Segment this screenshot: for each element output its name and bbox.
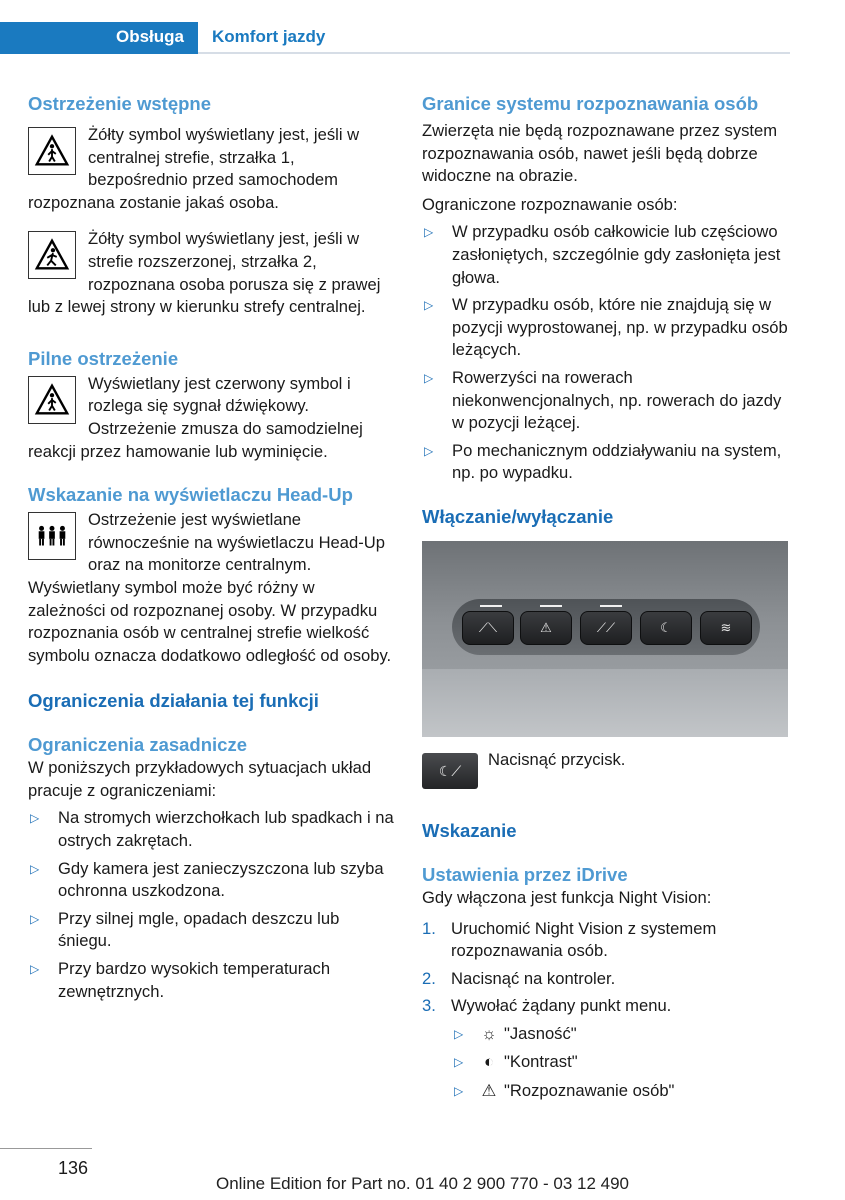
instruction-text: Nacisnąć przycisk. [488, 749, 626, 769]
idrive-steps-list [422, 918, 792, 1018]
heading-head-up: Wskazanie na wyświetlaczu Head-Up [28, 484, 353, 506]
bullet-triangle-icon: ▷ [454, 1026, 464, 1041]
pedestrian-warning-icon: ⚠ [481, 1081, 497, 1101]
heading-ustawienia-idrive: Ustawienia przez iDrive [422, 863, 628, 885]
lane-change-button-icon: ⟋⟋ [580, 611, 632, 645]
list-item: ▷ Na stromych wierzchołkach lub spadkach i na ostrych zakrętach. [30, 808, 394, 851]
list-item: 2. Nacisnąć na kontroler. [422, 968, 792, 991]
list-item: 3. Wywołać żądany punkt menu. [422, 995, 792, 1018]
step-number: 1. [422, 918, 436, 938]
pedestrian-crossing-warning-icon [28, 231, 76, 279]
page-number: 136 [58, 1158, 89, 1178]
bullet-triangle-icon: ▷ [454, 1084, 464, 1099]
button-panel-photo [422, 541, 788, 737]
paragraph-head-up [28, 509, 396, 667]
pedestrian-warning-icon [28, 376, 76, 424]
indicator-led [540, 605, 562, 607]
lane-departure-button-icon: ⟋⟍ [462, 611, 514, 645]
night-vision-button-icon: ☾ [640, 611, 692, 645]
step-number: 3. [422, 996, 436, 1016]
bullet-triangle-icon: ▷ [424, 298, 434, 313]
night-vision-button-icon[interactable]: ☾⟋ [422, 753, 478, 789]
bullet-triangle-icon: ▷ [424, 225, 434, 240]
brightness-icon: ☼ [481, 1023, 497, 1043]
bullet-triangle-icon: ▷ [30, 861, 40, 876]
recognition-limits-list [422, 221, 792, 485]
heading-wskazanie: Wskazanie [422, 819, 517, 841]
list-item: ▷ Przy bardzo wysokich temperaturach zewnętrznych. [30, 959, 331, 1001]
indicator-led [480, 605, 502, 607]
tab-obsluga[interactable]: Obsługa [0, 22, 198, 54]
list-item: ▷ Po mechanicznym oddziaływaniu na system, np. po wypadku. [424, 440, 782, 483]
paragraph-urgent-warning [28, 373, 396, 463]
paragraph-night-vision-on: Gdy włączona jest funkcja Night Vision: [422, 887, 712, 907]
heading-pilne-ostrzezenie: Pilne ostrzeżenie [28, 347, 179, 369]
left-column [28, 92, 396, 1008]
bullet-triangle-icon: ▷ [454, 1055, 464, 1070]
paragraph-preliminary-warning-1 [28, 124, 396, 214]
bullet-triangle-icon: ▷ [424, 443, 434, 458]
footer-divider [0, 1148, 92, 1149]
heading-granice-systemu: Granice systemu rozpoznawania osób [422, 93, 759, 114]
right-column [422, 92, 792, 1109]
menu-options-list [452, 1023, 792, 1103]
list-item: ▷ Gdy kamera jest zanieczyszczona lub szyba ochronna uszkodzona. [30, 858, 384, 901]
heading-ograniczenia-zasadnicze: Ograniczenia zasadnicze [28, 734, 248, 756]
paragraph-text: Żółty symbol wyświetlany jest, jeśli w centralnej strefie, strzałka 1, bezpośrednio przed samochodem rozpoznana zostanie jakaś osoba. [28, 125, 360, 212]
bullet-triangle-icon: ▷ [30, 962, 40, 977]
list-item: ▷ ☼ "Jasność" [452, 1023, 792, 1046]
limitations-list [28, 807, 396, 1003]
list-item: ▷ W przypadku osób całkowicie lub częściowo zasłoniętych, szczególnie gdy zasłonięta jest głowa. [424, 222, 781, 287]
tab-komfort-jazdy[interactable]: Komfort jazdy [212, 27, 326, 46]
parking-assist-button-icon: ≋ [700, 611, 752, 645]
paragraph-text: Wyświetlany jest czerwony symbol i rozlega się sygnał dźwiękowy. Ostrzeżenie zmusza do samodzielnej reakcji przez hamowanie lub wyminięcie. [28, 373, 363, 461]
paragraph-text: Żółty symbol wyświetlany jest, jeśli w strefie rozszerzonej, strzałka 2, rozpoznana osoba porusza się z prawej lub z lewej strony w kierunku strefy centralnej. [28, 229, 381, 317]
heading-ograniczenia-dzialania: Ograniczenia działania tej funkcji [28, 690, 319, 712]
collision-warning-button-icon: ⚠ [520, 611, 572, 645]
press-button-instruction [422, 749, 792, 789]
footer-edition: Online Edition for Part no. 01 40 2 900 770 - 03 12 490 [215, 1174, 629, 1193]
heading-wlaczanie-wylaczanie: Włączanie/wyłączanie [422, 505, 614, 527]
step-number: 2. [422, 968, 436, 988]
bullet-triangle-icon: ▷ [424, 370, 434, 385]
list-item: ▷ ⚠ "Rozpoznawanie osób" [452, 1080, 792, 1103]
paragraph-preliminary-warning-2 [28, 228, 396, 318]
header-tabs [0, 22, 790, 54]
list-item: 1. Uruchomić Night Vision z systemem rozpoznawania osób. [422, 918, 717, 961]
paragraph-animals: Zwierzęta nie będą rozpoznawane przez system rozpoznawania osób, nawet jeśli będą dobrze widoczne na obrazie. [422, 121, 778, 186]
paragraph-limited-recognition: Ograniczone rozpoznawanie osób: [422, 194, 678, 214]
header-divider [198, 52, 790, 54]
bullet-triangle-icon: ▷ [30, 811, 40, 826]
list-item: ▷ W przypadku osób, które nie znajdują się w pozycji wyprostowanej, np. w przypadku osób leżących. [424, 295, 788, 360]
list-item: ▷ Rowerzyści na rowerach niekonwencjonalnych, np. rowerach do jazdy w pozycji leżącej. [424, 367, 782, 433]
heading-ostrzezenie-wstepne: Ostrzeżenie wstępne [28, 93, 212, 114]
console-surface [422, 669, 788, 737]
paragraph-text: Ostrzeżenie jest wyświetlane równocześnie na wyświetlaczu Head-Up oraz na monitorze centralnym. Wyświetlany symbol może być różny w zależności od rozpoznanej osoby. W przypadku rozpoznania osób w centralnej strefie wielkość symbolu oznacza dodatkowo odległość od osoby. [28, 510, 392, 665]
pedestrians-group-icon [28, 512, 76, 560]
list-item: ▷ ◐ "Kontrast" [452, 1051, 792, 1074]
contrast-icon: ◐ [483, 1052, 495, 1072]
list-item: ▷ Przy silnej mgle, opadach deszczu lub śniegu. [30, 908, 340, 951]
indicator-led [600, 605, 622, 607]
paragraph-limitations-intro: W poniższych przykładowych sytuacjach układ pracuje z ograniczeniami: [28, 758, 372, 800]
pedestrian-warning-icon [28, 127, 76, 175]
bullet-triangle-icon: ▷ [30, 911, 40, 926]
